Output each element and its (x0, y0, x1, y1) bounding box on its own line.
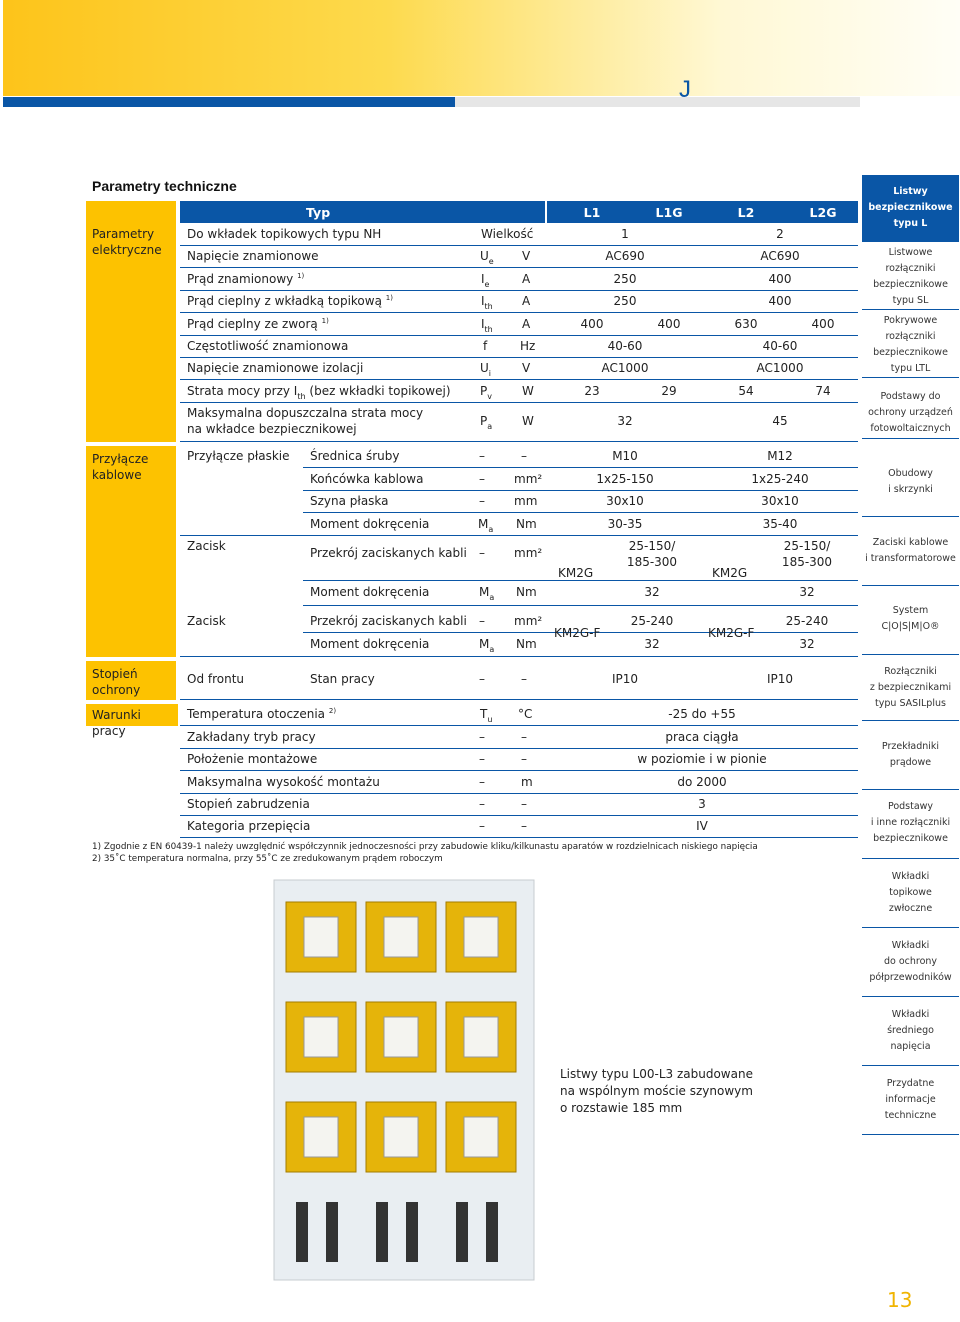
sidebar-label: do ochrony (883, 956, 938, 967)
table-row (180, 816, 858, 838)
table-row (303, 581, 858, 606)
sidebar-item-sasilplus[interactable] (862, 656, 959, 721)
row-label: Końcówka kablowa (310, 472, 424, 486)
row-symbol (481, 317, 493, 334)
group-work (86, 704, 178, 738)
symbol-sub: a (488, 525, 494, 534)
cell-value: M12 (767, 449, 793, 463)
cell-value: 54 (738, 384, 754, 398)
row-unit: – (521, 449, 527, 463)
sidebar-label: prądowe (889, 757, 932, 768)
group-label: Parametry elektryczne (92, 227, 162, 257)
table-row (303, 633, 858, 657)
group-label: Stopień ochrony (92, 667, 141, 697)
cell-value: 400 (811, 317, 835, 331)
sidebar-item-podstawy[interactable] (862, 791, 959, 859)
table-row (180, 380, 858, 403)
cell-value: 25-150/ (783, 539, 831, 553)
symbol: I (481, 272, 485, 286)
row-unit: Nm (516, 517, 537, 531)
sidebar-label: Podstawy do (880, 391, 941, 402)
row-unit: – (521, 797, 527, 811)
row-label (187, 707, 336, 721)
table-row (303, 468, 858, 491)
group-label: Przyłącze kablowe (92, 452, 149, 482)
row-label: Maksymalna wysokość montażu (187, 775, 380, 789)
cell-value: 74 (815, 384, 831, 398)
sidebar-item-zaciski[interactable] (862, 518, 959, 586)
cell-value: 250 (613, 272, 637, 286)
table-row (180, 246, 858, 268)
cell-value: 32 (799, 637, 815, 651)
table-header (180, 201, 858, 223)
sidebar-label: półprzewodników (869, 972, 952, 983)
symbol-sub: u (487, 715, 493, 724)
cell-value: -25 do +55 (668, 707, 736, 721)
sidebar-label: typu SASILplus (875, 698, 946, 709)
cell-value: AC1000 (756, 361, 804, 375)
row-unit: A (522, 294, 531, 308)
header-col: L2 (737, 205, 755, 220)
cell-value: w poziomie i w pionie (637, 752, 767, 766)
row-symbol: – (479, 775, 485, 789)
product-photo (256, 872, 548, 1312)
terminal-type: KM2G-F (708, 626, 755, 640)
row-unit: °C (518, 707, 533, 721)
header-rule-blue (3, 97, 455, 107)
sidebar-label: i skrzynki (888, 484, 933, 495)
page-title: Parametry techniczne (92, 178, 237, 194)
cell-value: 32 (644, 637, 660, 651)
table-row (180, 223, 858, 246)
row-symbol (479, 637, 494, 654)
row-group: Od frontu (187, 672, 245, 686)
sidebar-label: typu L (893, 218, 928, 229)
row-unit: mm² (514, 614, 543, 628)
footnote: 2) 35˚C temperatura normalna, przy 55˚C ze zredukowanym prądem roboczym (92, 854, 443, 864)
cell-value: 400 (657, 317, 681, 331)
sidebar-item-wkladki-sn[interactable] (862, 998, 959, 1066)
row-label: Położenie montażowe (187, 752, 318, 766)
row-symbol: – (479, 546, 485, 560)
sidebar-label: Listwy (893, 186, 928, 197)
header-banner (3, 0, 960, 96)
row-symbol: – (479, 614, 485, 628)
sidebar-label: bezpiecznikowe (873, 347, 948, 358)
label-text: Strata mocy przy I (187, 384, 298, 398)
sidebar-item-wkladki-polprzewodniki[interactable] (862, 929, 959, 997)
row-label: Kategoria przepięcia (187, 819, 311, 833)
symbol-sub: e (484, 280, 490, 289)
symbol: U (480, 249, 489, 263)
footnote: 1) Zgodnie z EN 60439-1 należy uwzględnić współczynnik jednoczesności przy zabudowie kliku/kilkunastu aparatów w rozdzielnicach niskiego napięcia (92, 842, 758, 852)
terminal-type: KM2G (712, 566, 748, 580)
row-symbol: – (479, 730, 485, 744)
row-unit: mm² (514, 546, 543, 560)
symbol-sub: e (488, 257, 494, 266)
row-unit: – (521, 730, 527, 744)
group-electrical (86, 201, 176, 442)
cell-value: 40-60 (607, 339, 643, 353)
sidebar-label: Przekładniki (881, 741, 940, 752)
sidebar-label: Podstawy (887, 801, 934, 812)
row-label: Moment dokręcenia (310, 585, 430, 599)
row-symbol (478, 517, 493, 534)
table-row (180, 336, 858, 358)
cell-value: IP10 (611, 672, 639, 686)
sidebar-item-wkladki-zwloczne[interactable] (862, 860, 959, 928)
sidebar-item-informacje[interactable] (862, 1067, 959, 1135)
sidebar-label: bezpiecznikowe (873, 833, 948, 844)
sidebar-label: Przydatne (886, 1078, 935, 1089)
row-unit: W (522, 414, 534, 428)
sidebar-item-typu-sl[interactable] (862, 243, 959, 310)
sidebar-label: średniego (887, 1025, 934, 1036)
sidebar-item-fotowoltaiczne[interactable] (862, 379, 959, 439)
header-col: L1 (583, 205, 601, 220)
sidebar-label: Zaciski kablowe (872, 537, 949, 548)
sidebar-label: Rozłączniki (884, 666, 937, 677)
row-label: Do wkładek topikowych typu NH (187, 227, 382, 241)
symbol: T (480, 707, 488, 721)
sidebar-label: System (892, 605, 929, 616)
row-unit: V (522, 361, 531, 375)
cell-value: 40-60 (762, 339, 798, 353)
symbol-sub: a (487, 422, 493, 431)
row-label: Średnica śruby (310, 449, 400, 463)
table-row (180, 726, 858, 749)
row-symbol: – (479, 494, 485, 508)
table-row (180, 771, 858, 794)
row-label: Moment dokręcenia (310, 517, 430, 531)
row-unit: mm² (514, 472, 543, 486)
cell-value: AC690 (605, 249, 645, 263)
row-label: Napięcie znamionowe (187, 249, 319, 263)
row-group: Zacisk (187, 614, 226, 628)
row-label (187, 294, 393, 308)
row-symbol: – (479, 449, 485, 463)
label-text: Prąd cieplny z wkładką topikową (187, 294, 382, 308)
sidebar-label: i transformatorowe (865, 553, 956, 564)
row-symbol: – (479, 819, 485, 833)
cell-value: 32 (644, 585, 660, 599)
symbol-sub: i (488, 369, 492, 378)
table-row (303, 446, 858, 468)
photo-caption: Listwy typu L00-L3 zabudowane na wspólnym moście szynowym o rozstawie 185 mm (560, 1067, 753, 1115)
footnote-ref: 1) (385, 294, 393, 302)
cell-value: 250 (613, 294, 637, 308)
cell-value: 25-240 (785, 614, 829, 628)
section-letter: J (679, 76, 691, 103)
table-row (180, 313, 858, 336)
cell-value: 400 (768, 272, 792, 286)
row-label: Częstotliwość znamionowa (187, 339, 349, 353)
sidebar-label: typu SL (892, 295, 929, 306)
sidebar-label: informacje (885, 1094, 936, 1105)
row-label (187, 272, 304, 286)
cell-value: 1x25-240 (751, 472, 809, 486)
footnote-ref: 1) (297, 272, 305, 280)
symbol-sub: th (484, 325, 493, 334)
sidebar-label: Wkładki (891, 871, 930, 882)
cell-value: IV (696, 819, 708, 833)
row-group: Przyłącze płaskie (187, 449, 290, 463)
symbol: P (480, 384, 488, 398)
row-symbol (480, 361, 491, 378)
row-label: Napięcie znamionowe izolacji (187, 361, 364, 375)
row-unit: Nm (516, 585, 537, 599)
terminal-type: KM2G (558, 566, 594, 580)
sidebar-item-obudowy[interactable] (862, 440, 959, 517)
cell-value: 630 (734, 317, 758, 331)
row-symbol (480, 414, 492, 431)
table-row (180, 794, 858, 816)
row-unit: Hz (520, 339, 536, 353)
row-unit: V (522, 249, 531, 263)
terminal-type: KM2G-F (554, 626, 601, 640)
sidebar-label: bezpiecznikowe (868, 202, 953, 213)
symbol: P (480, 414, 488, 428)
cell-value: 32 (799, 585, 815, 599)
cell-value: 3 (698, 797, 706, 811)
row-label: Przekrój zaciskanych kabli (310, 546, 467, 560)
symbol: M (478, 517, 489, 531)
symbol-sub: v (487, 392, 492, 401)
sidebar-label: Obudowy (888, 468, 933, 479)
row-group: Zacisk (187, 539, 226, 553)
table-row (180, 358, 858, 380)
row-symbol: f (483, 339, 488, 353)
row-unit: mm (514, 494, 538, 508)
cell-value: IP10 (766, 672, 794, 686)
cell-value: AC1000 (601, 361, 649, 375)
cell-value: 32 (617, 414, 633, 428)
cell-value: AC690 (760, 249, 800, 263)
row-symbol: – (479, 672, 485, 686)
table-row (180, 661, 858, 700)
row-unit: – (521, 819, 527, 833)
symbol: I (481, 317, 485, 331)
cell-value: 30-35 (607, 517, 643, 531)
symbol: M (479, 637, 490, 651)
cell-value: 1 (621, 227, 629, 241)
sidebar-label: zwłoczne (888, 903, 933, 914)
cell-value: 400 (580, 317, 604, 331)
group-cables (86, 446, 176, 657)
footnote-ref: 1) (321, 317, 329, 325)
table-row (180, 749, 858, 771)
cell-value: 185-300 (781, 555, 833, 569)
row-label: Szyna płaska (310, 494, 389, 508)
cell-value: 1x25-150 (596, 472, 654, 486)
cell-value: 30x10 (606, 494, 644, 508)
table-row (180, 291, 858, 313)
sidebar-item-listwy-typu-l[interactable] (862, 175, 959, 242)
sidebar-label: topikowe (889, 887, 932, 898)
symbol-sub: a (489, 645, 495, 654)
row-unit: A (522, 317, 531, 331)
row-symbol (480, 249, 494, 266)
cell-value: 30x10 (761, 494, 799, 508)
sidebar-label: techniczne (884, 1110, 937, 1121)
cell-value: 25-240 (630, 614, 674, 628)
table-row (303, 491, 858, 513)
row-unit: m (521, 775, 533, 789)
row-unit: – (521, 752, 527, 766)
label-text: (bez wkładki topikowej) (309, 384, 451, 398)
row-label: na wkładce bezpiecznikowej (187, 422, 357, 436)
row-label: Maksymalna dopuszczalna strata mocy (187, 406, 424, 420)
sidebar-label: Wkładki (891, 1009, 930, 1020)
sidebar-label: i inne rozłączniki (870, 817, 951, 828)
sidebar-label: bezpiecznikowe (873, 279, 948, 290)
cell-value: 45 (772, 414, 788, 428)
sidebar-label: rozłączniki (885, 263, 936, 274)
row-label: Przekrój zaciskanych kabli (310, 614, 467, 628)
row-label (187, 317, 329, 331)
footnote-ref: 2) (328, 707, 337, 715)
row-symbol: – (479, 752, 485, 766)
sidebar-label: Pokrywowe (883, 315, 938, 326)
cell-value: 35-40 (762, 517, 798, 531)
row-unit: W (522, 384, 534, 398)
row-symbol (481, 294, 493, 311)
cell-value: 185-300 (626, 555, 678, 569)
row-label: Stan pracy (310, 672, 375, 686)
cell-value: 2 (776, 227, 784, 241)
row-unit: A (522, 272, 531, 286)
header-typ: Typ (306, 205, 331, 220)
row-symbol (479, 585, 494, 602)
symbol: M (479, 585, 490, 599)
sidebar-label: Wkładki (891, 940, 930, 951)
label-text: Prąd znamionowy (187, 272, 294, 286)
sidebar-label: rozłączniki (885, 331, 936, 342)
sidebar-item-przekladniki[interactable] (862, 722, 959, 790)
sidebar-label: typu LTL (890, 363, 931, 374)
cell-value: 400 (768, 294, 792, 308)
row-symbol (481, 272, 489, 289)
cell-value: 29 (661, 384, 677, 398)
row-symbol: – (479, 797, 485, 811)
cell-value: praca ciągła (665, 730, 739, 744)
row-label: Stopień zabrudzenia (187, 797, 310, 811)
cell-value: do 2000 (677, 775, 727, 789)
sidebar-item-typu-ltl[interactable] (862, 311, 959, 378)
label-sub: th (297, 392, 306, 401)
row-label: Moment dokręcenia (310, 637, 430, 651)
row-unit: Nm (516, 637, 537, 651)
sidebar-label: Listwowe (888, 247, 933, 258)
row-symbol: Wielkość (481, 227, 534, 241)
row-symbol: – (479, 472, 485, 486)
symbol-sub: th (484, 302, 493, 311)
sidebar-label: z bezpiecznikami (869, 682, 952, 693)
sidebar-label: ochrony urządzeń (868, 407, 953, 418)
sidebar-label: C|O|S|M|O® (881, 621, 940, 632)
sidebar-label: fotowoltaicznych (870, 423, 951, 434)
page-number: 13 (887, 1288, 913, 1312)
row-label (187, 384, 451, 401)
cell-value: 23 (584, 384, 600, 398)
header-col: L2G (809, 205, 837, 220)
sidebar-label: napięcia (890, 1041, 931, 1052)
header-col: L1G (655, 205, 683, 220)
label-text: Temperatura otoczenia (187, 707, 326, 721)
table-row (180, 403, 858, 442)
page-header (0, 0, 960, 108)
symbol-sub: a (489, 593, 495, 602)
symbol: U (480, 361, 489, 375)
sidebar-item-cosmo[interactable] (862, 587, 959, 655)
cell-value: M10 (612, 449, 638, 463)
table-row (180, 513, 858, 536)
cell-value: 25-150/ (628, 539, 676, 553)
row-label: Zakładany tryb pracy (187, 730, 316, 744)
group-label: Warunki pracy (92, 708, 141, 738)
row-symbol (480, 384, 492, 401)
symbol: I (481, 294, 485, 308)
label-text: Prąd cieplny ze zworą (187, 317, 318, 331)
table-row (180, 704, 858, 726)
table-row (180, 268, 858, 291)
group-protection (86, 661, 176, 700)
row-symbol (480, 707, 492, 724)
row-unit: – (521, 672, 527, 686)
header-rule-grey (455, 97, 860, 107)
